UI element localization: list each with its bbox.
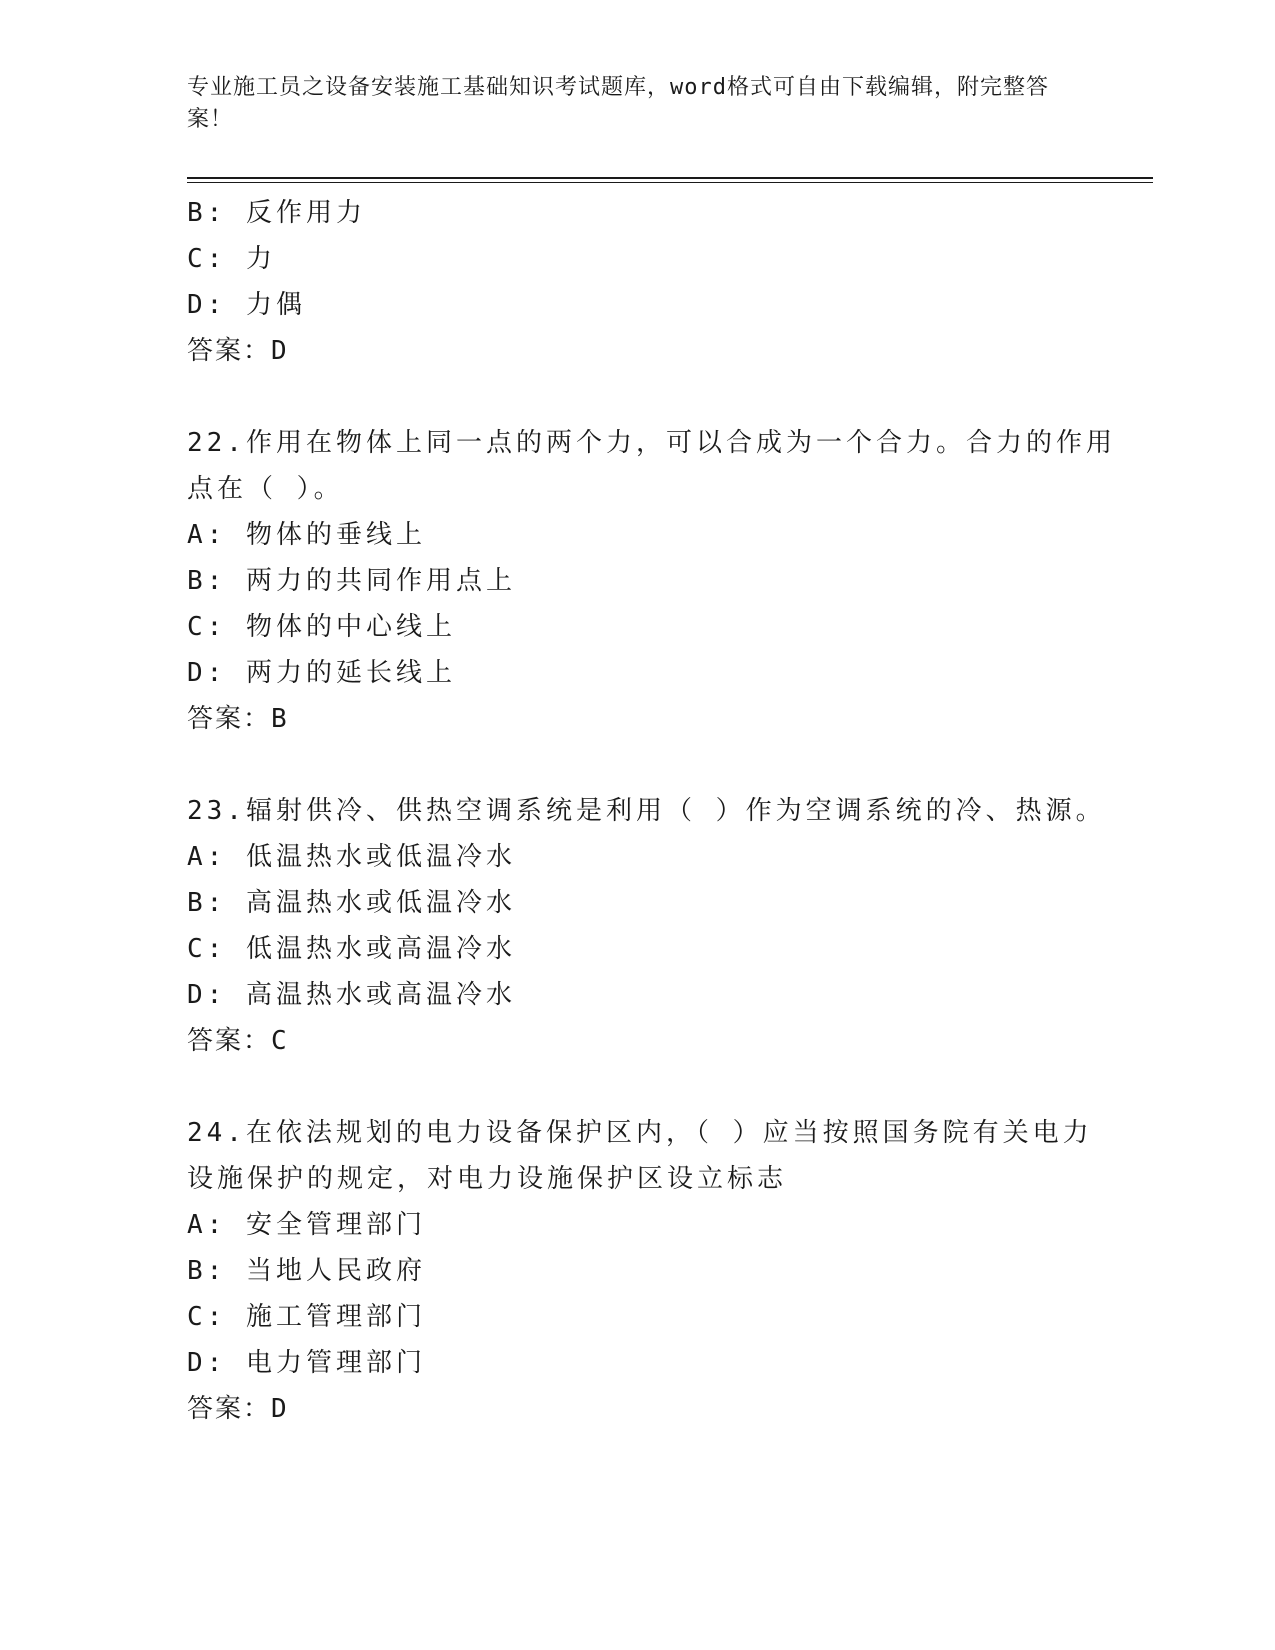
answer-label: 答案： <box>187 1394 272 1424</box>
option-b: B: 两力的共同作用点上 <box>187 566 516 596</box>
question-22 <box>187 420 1116 742</box>
question-stem-continued: 点在（ ）。 <box>187 474 344 504</box>
answer-label: 答案： <box>187 1026 272 1056</box>
option-d: D: 高温热水或高温冷水 <box>187 980 516 1010</box>
header-rule-thin <box>187 182 1153 183</box>
header-rule-thick <box>187 177 1153 179</box>
answer-value: B <box>271 704 289 734</box>
option-d: D: 电力管理部门 <box>187 1348 426 1378</box>
option-b: B: 高温热水或低温冷水 <box>187 888 516 918</box>
question-21-fragment <box>187 190 1087 374</box>
answer-label: 答案： <box>187 704 272 734</box>
option-d: D: 力偶 <box>187 290 306 320</box>
spacer <box>187 374 1087 420</box>
answer-line <box>187 328 1087 374</box>
answer-line <box>187 1018 1087 1064</box>
option-a: A: 物体的垂线上 <box>187 520 426 550</box>
document-header: 专业施工员之设备安装施工基础知识考试题库，word格式可自由下载编辑，附完整答案！ <box>187 75 1049 132</box>
question-24 <box>187 1110 1093 1432</box>
answer-label: 答案： <box>187 336 272 366</box>
option-c: C: 低温热水或高温冷水 <box>187 934 516 964</box>
question-stem: 22.作用在物体上同一点的两个力，可以合成为一个合力。合力的作用 <box>187 428 1116 458</box>
question-list <box>187 190 1116 1432</box>
question-23 <box>187 788 1106 1064</box>
option-a: A: 低温热水或低温冷水 <box>187 842 516 872</box>
option-c: C: 物体的中心线上 <box>187 612 456 642</box>
option-c: C: 施工管理部门 <box>187 1302 426 1332</box>
answer-line <box>187 696 1087 742</box>
question-stem-continued: 设施保护的规定，对电力设施保护区设立标志 <box>187 1164 788 1194</box>
answer-value: C <box>271 1026 289 1056</box>
option-d: D: 两力的延长线上 <box>187 658 456 688</box>
option-a: A: 安全管理部门 <box>187 1210 426 1240</box>
option-b: B: 反作用力 <box>187 198 366 228</box>
question-stem: 24.在依法规划的电力设备保护区内，（ ）应当按照国务院有关电力 <box>187 1118 1093 1148</box>
answer-line <box>187 1386 1087 1432</box>
answer-value: D <box>271 1394 289 1424</box>
option-b: B: 当地人民政府 <box>187 1256 426 1286</box>
answer-value: D <box>271 336 289 366</box>
spacer <box>187 742 1087 788</box>
question-stem: 23.辐射供冷、供热空调系统是利用（ ）作为空调系统的冷、热源。 <box>187 796 1106 826</box>
option-c: C: 力 <box>187 244 276 274</box>
spacer <box>187 1064 1087 1110</box>
